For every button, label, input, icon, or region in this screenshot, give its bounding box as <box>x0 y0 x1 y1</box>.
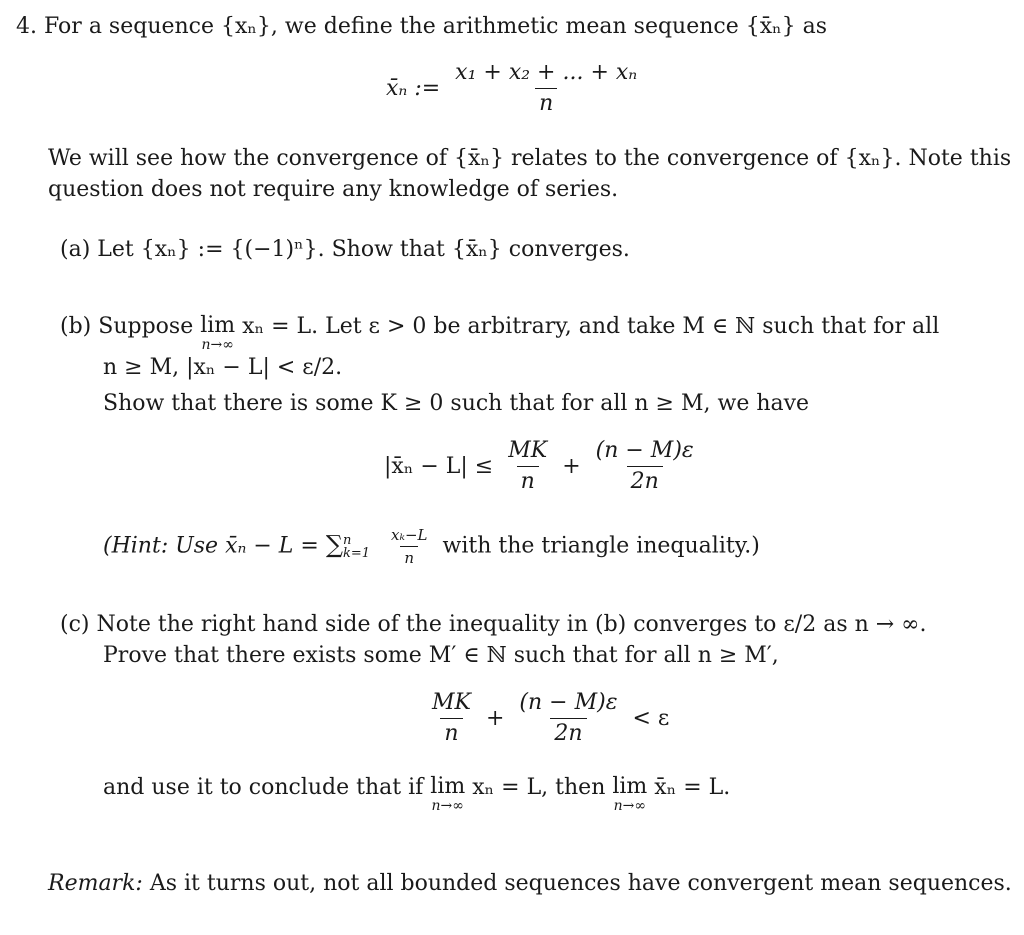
frac-denominator: n <box>400 546 418 567</box>
lim-subscript: n→∞ <box>613 798 647 815</box>
frac-numerator: MK <box>432 690 471 715</box>
remark-label: Remark: <box>48 871 143 896</box>
fraction-mk-over-n <box>428 690 475 748</box>
frac-numerator: xₖ−L <box>391 526 428 544</box>
paragraph-line-1: We will see how the convergence of {x̄ₙ} relates to the convergence of {xₙ}. Note this <box>48 146 1012 171</box>
sum-upper: n <box>342 532 352 548</box>
part-b-hint <box>103 526 760 567</box>
frac-numerator: (n − M)ε <box>519 690 618 715</box>
part-a-label: (a) <box>60 237 91 262</box>
lim-subscript: n→∞ <box>201 337 234 354</box>
hint-prefix: (Hint: Use x̄ₙ − L = <box>103 533 319 559</box>
definition-lhs: x̄ₙ := <box>386 75 441 101</box>
plus-sign: + <box>562 453 581 479</box>
inequality-rhs: < ε <box>632 705 670 731</box>
mean-definition <box>386 60 645 118</box>
frac-denominator: n <box>517 466 539 495</box>
part-b-line-2: n ≥ M, |xₙ − L| < ε/2. <box>103 355 343 380</box>
part-b-inequality <box>384 438 702 496</box>
sigma-symbol: ∑ <box>325 530 343 559</box>
part-a-text: Let {xₙ} := {(−1)ⁿ}. Show that {x̄ₙ} converges. <box>97 237 630 262</box>
limit-operator <box>612 775 647 815</box>
conclusion-prefix: and use it to conclude that if <box>103 775 424 800</box>
inequality-lhs: |x̄ₙ − L| ≤ <box>384 453 494 479</box>
definition-numerator: x₁ + x₂ + ... + xₙ <box>455 60 638 85</box>
part-b-label: (b) <box>60 314 92 339</box>
part-c-text-1: Note the right hand side of the inequality in (b) converges to ε/2 as n → ∞. <box>96 612 927 637</box>
part-a <box>60 237 630 263</box>
part-b-line-3: Show that there is some K ≥ 0 such that for all n ≥ M, we have <box>103 391 810 416</box>
frac-denominator: 2n <box>627 466 663 495</box>
definition-denominator: n <box>535 88 557 117</box>
fraction-eps-over-2n <box>515 690 621 748</box>
part-b-line-1 <box>60 314 939 354</box>
part-c-conclusion <box>103 775 730 815</box>
paragraph-line-2: question does not require any knowledge of series. <box>48 177 619 202</box>
lim-text: lim <box>430 774 466 799</box>
sum-limits <box>343 534 370 560</box>
frac-denominator: 2n <box>550 718 586 747</box>
frac-denominator: n <box>440 718 462 747</box>
fraction-eps-over-2n <box>592 438 698 496</box>
problem-number: 4. <box>16 14 37 39</box>
conclusion-suffix: x̄ₙ = L. <box>654 775 731 800</box>
part-c-inequality <box>424 690 669 748</box>
part-b-suppose: Suppose <box>98 314 194 339</box>
frac-numerator: (n − M)ε <box>595 438 694 463</box>
sum-lower: k=1 <box>342 545 371 561</box>
problem-intro-line <box>16 14 827 40</box>
part-c-line-2: Prove that there exists some M′ ∈ ℕ such that for all n ≥ M′, <box>103 643 779 668</box>
fraction-mk-over-n <box>504 438 551 496</box>
lim-text: lim <box>612 774 648 799</box>
lim-subscript: n→∞ <box>431 798 464 815</box>
remark-text: As it turns out, not all bounded sequences have convergent mean sequences. <box>149 871 1012 896</box>
problem-intro: For a sequence {xₙ}, we define the arithmetic mean sequence {x̄ₙ} as <box>44 14 828 39</box>
limit-operator <box>430 775 465 815</box>
part-b-line1-rest: xₙ = L. Let ε > 0 be arbitrary, and take M ∈ ℕ such that for all <box>242 314 940 339</box>
definition-fraction <box>451 60 641 118</box>
hint-suffix: with the triangle inequality.) <box>442 533 760 559</box>
part-c-label: (c) <box>60 612 90 637</box>
plus-sign: + <box>485 705 505 731</box>
frac-numerator: MK <box>508 438 548 463</box>
remark <box>48 871 1012 897</box>
limit-operator <box>200 314 235 354</box>
lim-text: lim <box>200 313 236 338</box>
hint-fraction <box>387 526 431 567</box>
part-c-line-1 <box>60 612 927 638</box>
conclusion-middle: xₙ = L, then <box>472 775 606 800</box>
